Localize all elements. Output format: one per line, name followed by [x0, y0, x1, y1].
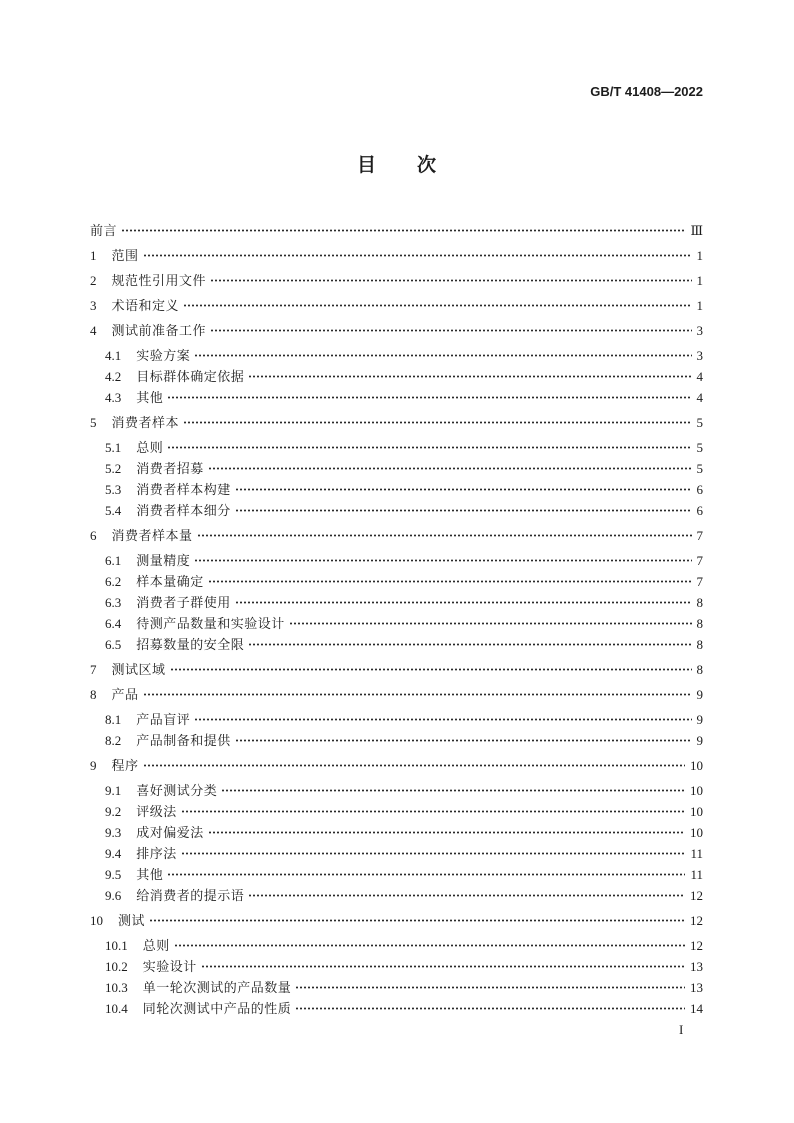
toc-entry-title: 范围: [111, 248, 139, 263]
toc-entry-number: 10: [90, 913, 103, 928]
toc-entry-title: 消费者子群使用: [136, 595, 231, 610]
toc-entry-title: 产品制备和提供: [136, 733, 231, 748]
toc-subentry: [90, 709, 703, 730]
toc-subentry: [90, 571, 703, 592]
toc-subentry: [90, 935, 703, 956]
toc-subentry: [90, 885, 703, 906]
toc-entry-title: 喜好测试分类: [136, 783, 218, 798]
toc-entry-page: 6: [696, 503, 703, 518]
toc-entry: [90, 220, 703, 241]
toc-entry-number: 6.2: [105, 574, 122, 589]
dot-leader: [235, 500, 692, 521]
dot-leader: [248, 885, 685, 906]
dot-leader: [221, 780, 685, 801]
toc-entry-title: 测量精度: [136, 553, 191, 568]
page-number: I: [679, 1022, 684, 1037]
dot-leader: [295, 977, 685, 998]
dot-leader: [181, 801, 685, 822]
toc-entry-title: 程序: [111, 758, 139, 773]
dot-leader: [201, 956, 685, 977]
dot-leader: [235, 479, 692, 500]
toc-subentry: [90, 822, 703, 843]
toc-entry-number: 1: [90, 248, 97, 263]
toc-entry-number: 8: [90, 687, 97, 702]
dot-leader: [289, 613, 692, 634]
toc-entry-title: 其他: [136, 867, 164, 882]
toc-entry-page: 10: [690, 758, 703, 773]
dot-leader: [197, 525, 692, 546]
dot-leader: [183, 295, 691, 316]
dot-leader: [194, 550, 691, 571]
toc-entry-page: 3: [696, 348, 703, 363]
toc-entry-page: 1: [696, 298, 703, 313]
toc-entry-number: 9.6: [105, 888, 122, 903]
toc-subentry: [90, 780, 703, 801]
toc-entry-page: 7: [696, 553, 703, 568]
toc-subentry: [90, 843, 703, 864]
toc-entry-page: 5: [696, 415, 703, 430]
toc-subentry: [90, 550, 703, 571]
toc-entry: [90, 270, 703, 291]
toc-entry-page: 7: [696, 574, 703, 589]
toc-entry-title: 成对偏爱法: [136, 825, 204, 840]
toc-entry-number: 5.2: [105, 461, 122, 476]
toc-entry-page: 12: [690, 913, 703, 928]
toc-entry-page: 4: [696, 390, 703, 405]
dot-leader: [194, 709, 691, 730]
toc-subentry: [90, 977, 703, 998]
toc-entry-title: 排序法: [136, 846, 177, 861]
toc-entry-title: 给消费者的提示语: [136, 888, 245, 903]
toc-entry-number: 4.2: [105, 369, 122, 384]
dot-leader: [174, 935, 685, 956]
toc-entry-title: 测试区域: [111, 662, 166, 677]
toc-subentry: [90, 956, 703, 977]
table-of-contents: [90, 216, 703, 1019]
toc-entry-page: 12: [690, 888, 703, 903]
toc-entry-page: 3: [696, 323, 703, 338]
toc-entry-number: 10.4: [105, 1001, 128, 1016]
dot-leader: [167, 437, 691, 458]
dot-leader: [210, 320, 691, 341]
toc-entry-number: 6: [90, 528, 97, 543]
dot-leader: [248, 366, 691, 387]
toc-entry-title: 其他: [136, 390, 164, 405]
toc-subentry: [90, 592, 703, 613]
toc-entry-page: 11: [690, 867, 703, 882]
toc-entry-page: 9: [696, 733, 703, 748]
toc-entry-number: 8.2: [105, 733, 122, 748]
toc-entry-page: 5: [696, 440, 703, 455]
toc-subentry: [90, 366, 703, 387]
toc-entry-number: 4.3: [105, 390, 122, 405]
dot-leader: [143, 755, 685, 776]
toc-entry-title: 消费者招募: [136, 461, 204, 476]
toc-entry-page: 11: [690, 846, 703, 861]
toc-entry-number: 6.5: [105, 637, 122, 652]
toc-entry: [90, 755, 703, 776]
toc-entry: [90, 910, 703, 931]
dot-leader: [208, 458, 692, 479]
standard-code: GB/T 41408—2022: [590, 84, 703, 99]
toc-entry: [90, 525, 703, 546]
toc-subentry: [90, 864, 703, 885]
toc-entry-title: 测试: [118, 913, 146, 928]
dot-leader: [248, 634, 691, 655]
toc-entry-number: 10.2: [105, 959, 128, 974]
toc-entry-number: 7: [90, 662, 97, 677]
dot-leader: [194, 345, 691, 366]
dot-leader: [295, 998, 685, 1019]
toc-entry-page: Ⅲ: [690, 223, 703, 238]
dot-leader: [183, 412, 691, 433]
toc-entry-number: 5.3: [105, 482, 122, 497]
dot-leader: [181, 843, 686, 864]
toc-entry: [90, 659, 703, 680]
toc-entry-title: 实验方案: [136, 348, 191, 363]
toc-entry-number: 9.3: [105, 825, 122, 840]
toc-entry-page: 8: [696, 662, 703, 677]
toc-entry-page: 9: [696, 687, 703, 702]
toc-subentry: [90, 437, 703, 458]
dot-leader: [149, 910, 685, 931]
toc-subentry: [90, 998, 703, 1019]
toc-entry-number: 4: [90, 323, 97, 338]
toc-entry-page: 6: [696, 482, 703, 497]
toc-entry-title: 前言: [90, 223, 118, 238]
toc-entry-page: 10: [690, 783, 703, 798]
toc-entry-number: 9.1: [105, 783, 122, 798]
toc-entry-number: 9.5: [105, 867, 122, 882]
toc-entry-page: 12: [690, 938, 703, 953]
toc-subentry: [90, 730, 703, 751]
toc-entry-page: 8: [696, 595, 703, 610]
dot-leader: [208, 571, 692, 592]
toc-entry-number: 2: [90, 273, 97, 288]
toc-entry-number: 3: [90, 298, 97, 313]
toc-entry-title: 消费者样本量: [111, 528, 193, 543]
toc-entry-title: 消费者样本构建: [136, 482, 231, 497]
dot-leader: [167, 864, 685, 885]
toc-subentry: [90, 387, 703, 408]
toc-entry-title: 产品: [111, 687, 139, 702]
toc-subentry: [90, 801, 703, 822]
toc-entry-title: 消费者样本细分: [136, 503, 231, 518]
toc-entry-page: 1: [696, 248, 703, 263]
dot-leader: [208, 822, 685, 843]
toc-subentry: [90, 634, 703, 655]
dot-leader: [235, 592, 692, 613]
toc-entry-title: 规范性引用文件: [111, 273, 207, 288]
toc-entry-page: 13: [690, 959, 703, 974]
toc-subentry: [90, 479, 703, 500]
dot-leader: [170, 659, 692, 680]
toc-entry: [90, 295, 703, 316]
toc-entry-page: 8: [696, 616, 703, 631]
dot-leader: [210, 270, 691, 291]
dot-leader: [167, 387, 691, 408]
toc-entry-page: 10: [690, 825, 703, 840]
toc-entry-number: 5.4: [105, 503, 122, 518]
toc-entry-title: 待测产品数量和实验设计: [136, 616, 285, 631]
toc-subentry: [90, 613, 703, 634]
toc-entry-title: 招募数量的安全限: [136, 637, 245, 652]
toc-entry-page: 8: [696, 637, 703, 652]
toc-entry-title: 单一轮次测试的产品数量: [142, 980, 292, 995]
toc-entry-number: 6.4: [105, 616, 122, 631]
toc-entry-title: 术语和定义: [111, 298, 180, 313]
toc-entry-number: 5.1: [105, 440, 122, 455]
toc-entry-number: 9.4: [105, 846, 122, 861]
page-title: 目 次: [356, 154, 437, 176]
toc-entry-page: 14: [690, 1001, 703, 1016]
toc-entry-page: 9: [696, 712, 703, 727]
toc-entry-number: 9.2: [105, 804, 122, 819]
toc-entry: [90, 320, 703, 341]
toc-entry-title: 总则: [136, 440, 164, 455]
toc-entry-title: 产品盲评: [136, 712, 191, 727]
toc-entry-number: 4.1: [105, 348, 122, 363]
toc-entry-number: 6.1: [105, 553, 122, 568]
toc-entry-page: 10: [690, 804, 703, 819]
toc-entry-page: 7: [696, 528, 703, 543]
toc-subentry: [90, 345, 703, 366]
toc-entry: [90, 412, 703, 433]
toc-entry-number: 9: [90, 758, 97, 773]
toc-entry-page: 4: [696, 369, 703, 384]
toc-entry-number: 10.3: [105, 980, 128, 995]
toc-entry-number: 8.1: [105, 712, 122, 727]
toc-entry-title: 实验设计: [142, 959, 197, 974]
toc-entry-number: 5: [90, 415, 97, 430]
toc-entry-title: 测试前准备工作: [111, 323, 207, 338]
toc-subentry: [90, 458, 703, 479]
dot-leader: [121, 220, 685, 241]
toc-entry-title: 消费者样本: [111, 415, 180, 430]
toc-entry-title: 同轮次测试中产品的性质: [142, 1001, 292, 1016]
toc-entry: [90, 684, 703, 705]
dot-leader: [235, 730, 692, 751]
toc-entry-page: 1: [696, 273, 703, 288]
toc-entry-title: 总则: [142, 938, 170, 953]
dot-leader: [143, 245, 692, 266]
toc-entry: [90, 245, 703, 266]
toc-entry-title: 样本量确定: [136, 574, 204, 589]
toc-subentry: [90, 500, 703, 521]
toc-entry-number: 6.3: [105, 595, 122, 610]
toc-entry-page: 5: [696, 461, 703, 476]
toc-entry-title: 评级法: [136, 804, 177, 819]
toc-entry-page: 13: [690, 980, 703, 995]
dot-leader: [143, 684, 692, 705]
toc-entry-title: 目标群体确定依据: [136, 369, 245, 384]
toc-entry-number: 10.1: [105, 938, 128, 953]
